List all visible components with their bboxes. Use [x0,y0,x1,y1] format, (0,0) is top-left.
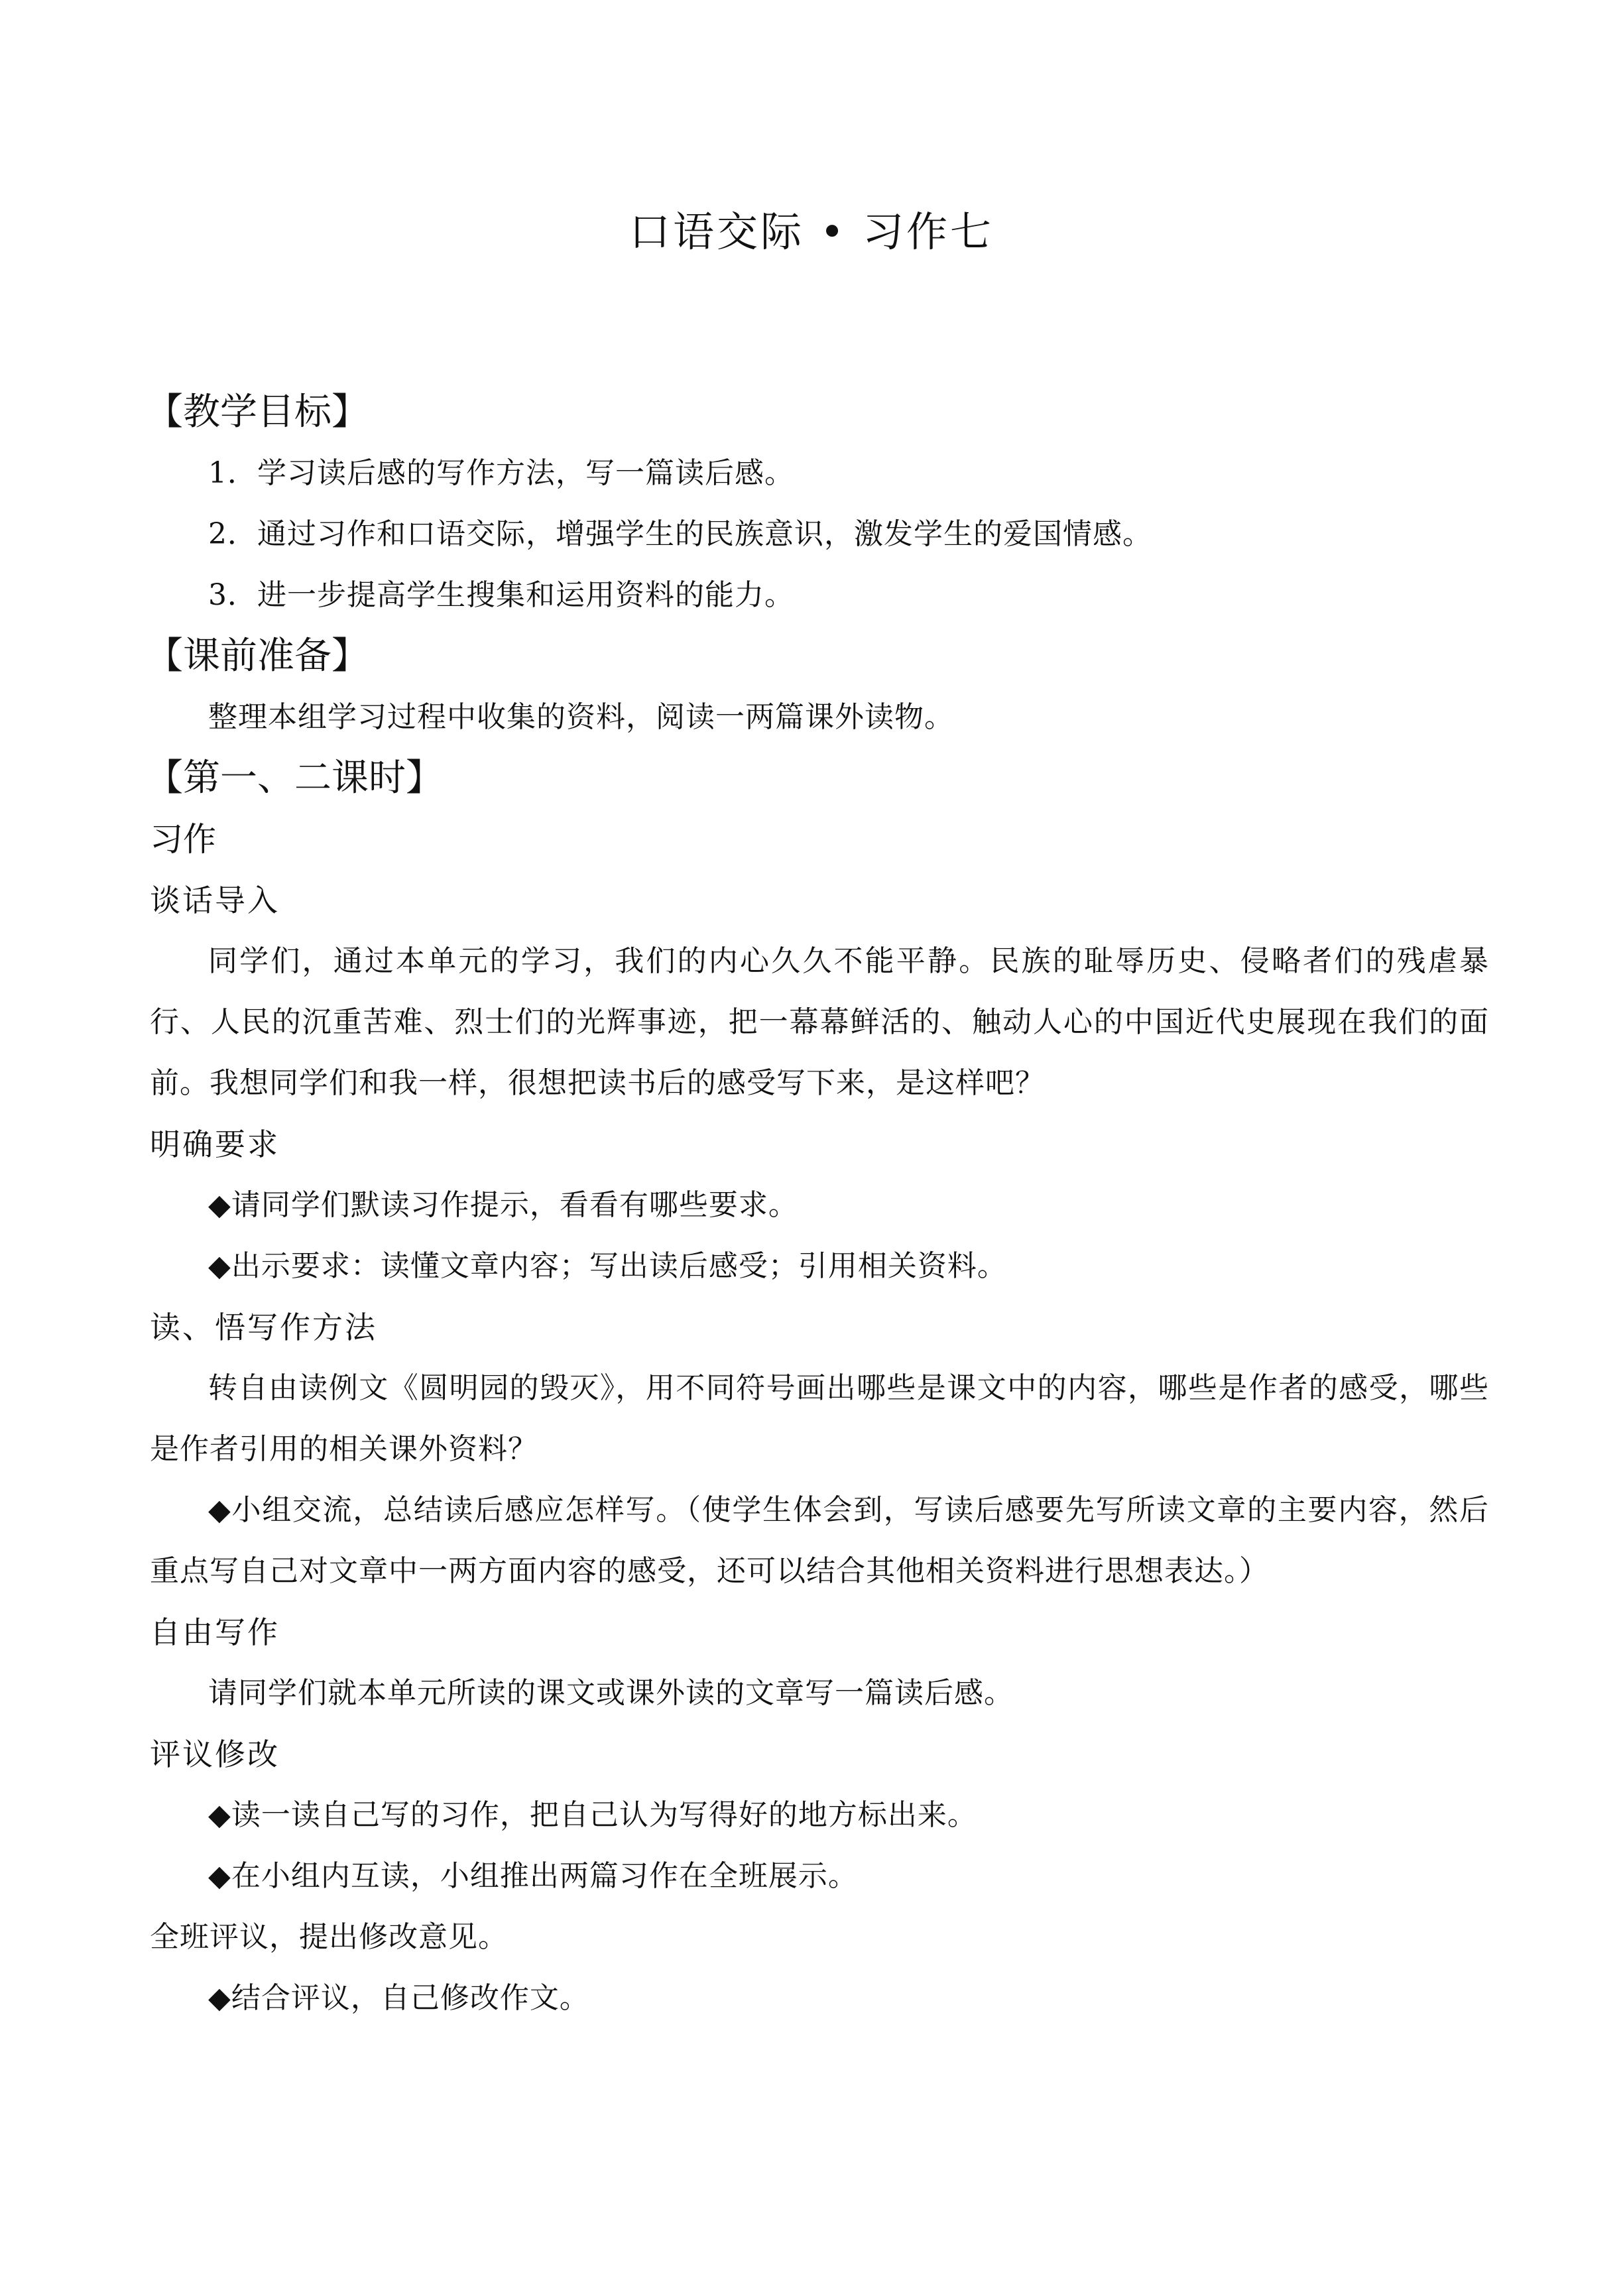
requirements-label: 明确要求 [150,1126,280,1162]
prep-text: 整理本组学习过程中收集的资料，阅读一两篇课外读物。 [208,700,954,734]
review-plain-text: 全班评议，提出修改意见。 [150,1920,508,1954]
free-writing-text: 请同学们就本单元所读的课文或课外读的文章写一篇读后感。 [208,1676,1014,1710]
lesson-heading: 【第一、二课时】 [146,756,443,800]
intro-text: 同学们，通过本单元的学习，我们的内心久久不能平静。民族的耻辱历史、侵略者们的残虐暴行、人民的沉重苦难、烈士们的光辉事迹，把一幕幕鲜活的、触动人心的中国近代史展现在我们的面前。我想同学们和我一样，很想把读书后的感受写下来，是这样吧？ [150,944,1489,1100]
goal-item: 1．学习读后感的写作方法，写一篇读后感。 [208,456,794,490]
document-body [146,382,1489,2029]
goal-item: 3．进一步提高学生搜集和运用资料的能力。 [208,578,794,612]
intro-label: 谈话导入 [150,882,280,918]
goal-item: 2．通过习作和口语交际，增强学生的民族意识，激发学生的爱国情感。 [208,517,1152,551]
requirement-item: ◆请同学们默读习作提示，看看有哪些要求。 [208,1188,798,1222]
free-writing-label: 自由写作 [150,1614,280,1650]
requirement-item: ◆出示要求：读懂文章内容；写出读后感受；引用相关资料。 [208,1249,1007,1283]
method-text: 转自由读例文《圆明园的毁灭》，用不同符号画出哪些是课文中的内容，哪些是作者的感受，哪些是作者引用的相关课外资料？ [150,1371,1489,1466]
review-item: ◆在小组内互读，小组推出两篇习作在全班展示。 [208,1859,858,1893]
prep-heading: 【课前准备】 [146,634,369,678]
method-summary: ◆小组交流，总结读后感应怎样写。（使学生体会到，写读后感要先写所读文章的主要内容，然后重点写自己对文章中一两方面内容的感受，还可以结合其他相关资料进行思想表达。） [150,1493,1489,1588]
review-label: 评议修改 [150,1736,280,1772]
review-last-item: ◆结合评议，自己修改作文。 [208,1981,589,2015]
method-label: 读、悟写作方法 [150,1309,377,1345]
page-title: 口语交际 • 习作七 [629,208,994,256]
review-item: ◆读一读自己写的习作，把自己认为写得好的地方标出来。 [208,1798,977,1832]
lesson-subheading: 习作 [150,820,216,859]
goals-heading: 【教学目标】 [146,391,369,434]
